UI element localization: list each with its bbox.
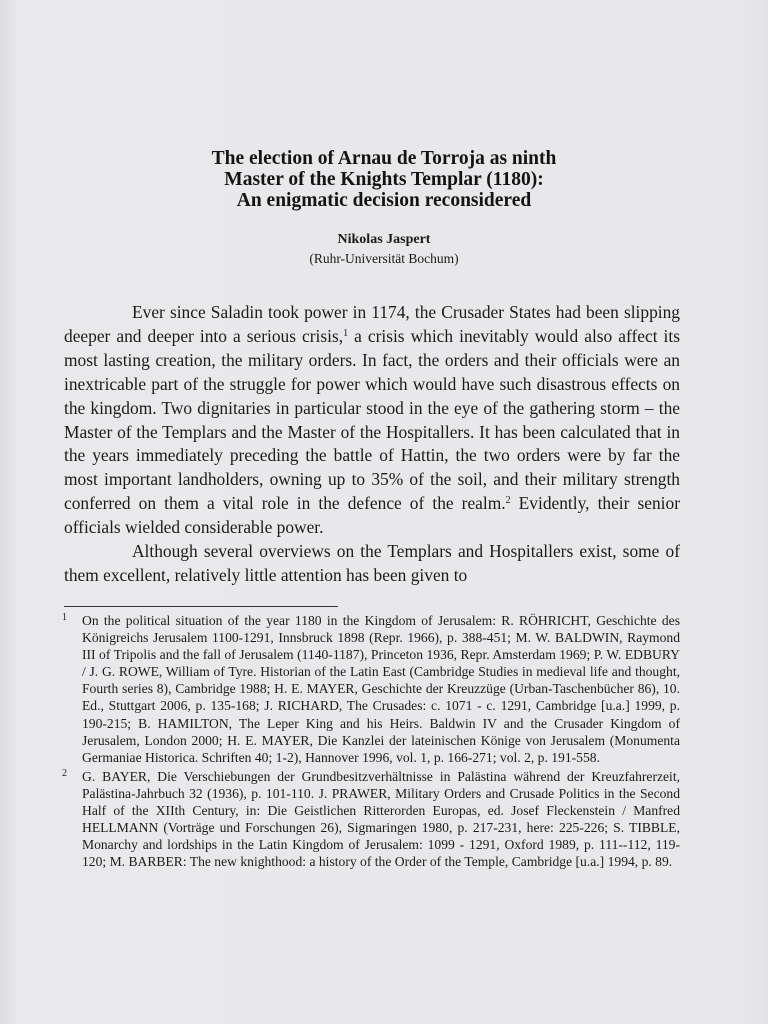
paragraph-text: a crisis which inevitably would also affect its most lasting creation, the military orders. In fact, the orders and their officials were an inextricable part of the struggle for power which would have such disastrous effects on the kingdom. Two dignitaries in particular stood in the eye of the gathering storm – the Master of the Templars and the Master of the Hospitallers. It has been calculated that in the years immediately preceding the battle of Hattin, the two orders were by far the most important landholders, owning up to 35% of the soil, and their military strength conferred on them a vital role in the defence of the realm. <box>64 325 680 514</box>
footnote-text: On the political situation of the year 1180 in the Kingdom of Jerusalem: R. RÖHRICHT, Geschichte des Königreichs Jerusalem 1100-1291, Innsbruck 1898 (Repr. 1966), p. 388-451; M. W. BALDWIN, Raymond III of Tripolis and the fall of Jerusalem (1140-1187), Princeton 1936, Repr. Amsterdam 1969; P. W. EDBURY / J. G. ROWE, William of Tyre. Historian of the Latin East (Cambridge Studies in medieval life and thought, Fourth series 8), Cambridge 1988; H. E. MAYER, Geschichte der Kreuzzüge (Urban-Taschenbücher 86), 10. Ed., Stuttgart 2006, p. 135-168; J. RICHARD, The Crusades: c. 1071 - c. 1291, Cambridge [u.a.] 1999, p. 190-215; B. HAMILTON, The Leper King and his Heirs. Baldwin IV and the Crusader Kingdom of Jerusalem, London 2000; H. E. MAYER, Die Kanzlei der lateinischen Könige von Jerusalem (Monumenta Germaniae Historica. Schriften 40; 1-2), Hannover 1996, vol. 1, p. 166-271; vol. 2, p. 191-558. <box>82 613 680 765</box>
author-affiliation: (Ruhr-Universität Bochum) <box>309 251 459 266</box>
title-line: Master of the Knights Templar (1180): <box>224 169 544 190</box>
footnote-ref: 2 <box>505 495 511 507</box>
footnote-text: G. BAYER, Die Verschiebungen der Grundbesitzverhältnisse in Palästina während der Kreuzfahrerzeit, Palästina-Jahrbuch 32 (1936), p. 101-110. J. PRAWER, Military Orders and Crusade Politics in the Second Half of the XIIth Century, in: Die Geistlichen Ritterorden Europas, ed. Josef Fleckenstein / Manfred HELLMANN (Vorträge und Forschungen 26), Sigmaringen 1980, p. 217-231, here: 225-226; S. TIBBLE, Monarchy and lordships in the Latin Kingdom of Jerusalem: 1099 - 1291, Oxford 1989, p. 111--112, 119-120; M. BARBER: The new knighthood: a history of the Order of the Temple, Cambridge [u.a.] 1994, p. 89. <box>82 768 680 870</box>
paragraph: Although several overviews on the Templars and Hospitallers exist, some of them excellent, relatively little attention has been given to <box>64 541 680 585</box>
paragraph-text: Evidently, their senior officials wielded considerable power. <box>64 493 680 538</box>
footnote-ref: 1 <box>343 327 349 339</box>
footnote-number: 1 <box>62 612 67 623</box>
footnote <box>62 768 680 871</box>
footnote-number: 2 <box>62 767 67 779</box>
author-name: Nikolas Jaspert <box>337 232 431 247</box>
body-text <box>64 301 680 588</box>
title-line: An enigmatic decision reconsidered <box>236 190 532 211</box>
paragraph <box>64 301 680 540</box>
footnotes <box>62 612 680 872</box>
footnote <box>62 612 680 766</box>
title-line: The election of Arnau de Torroja as ninth <box>211 148 557 169</box>
footnote-separator <box>64 606 338 607</box>
paper-title <box>80 148 688 211</box>
paragraph-text: Ever since Saladin took power in 1174, the Crusader States had been slipping deeper and deeper into a serious crisis, <box>64 302 680 346</box>
